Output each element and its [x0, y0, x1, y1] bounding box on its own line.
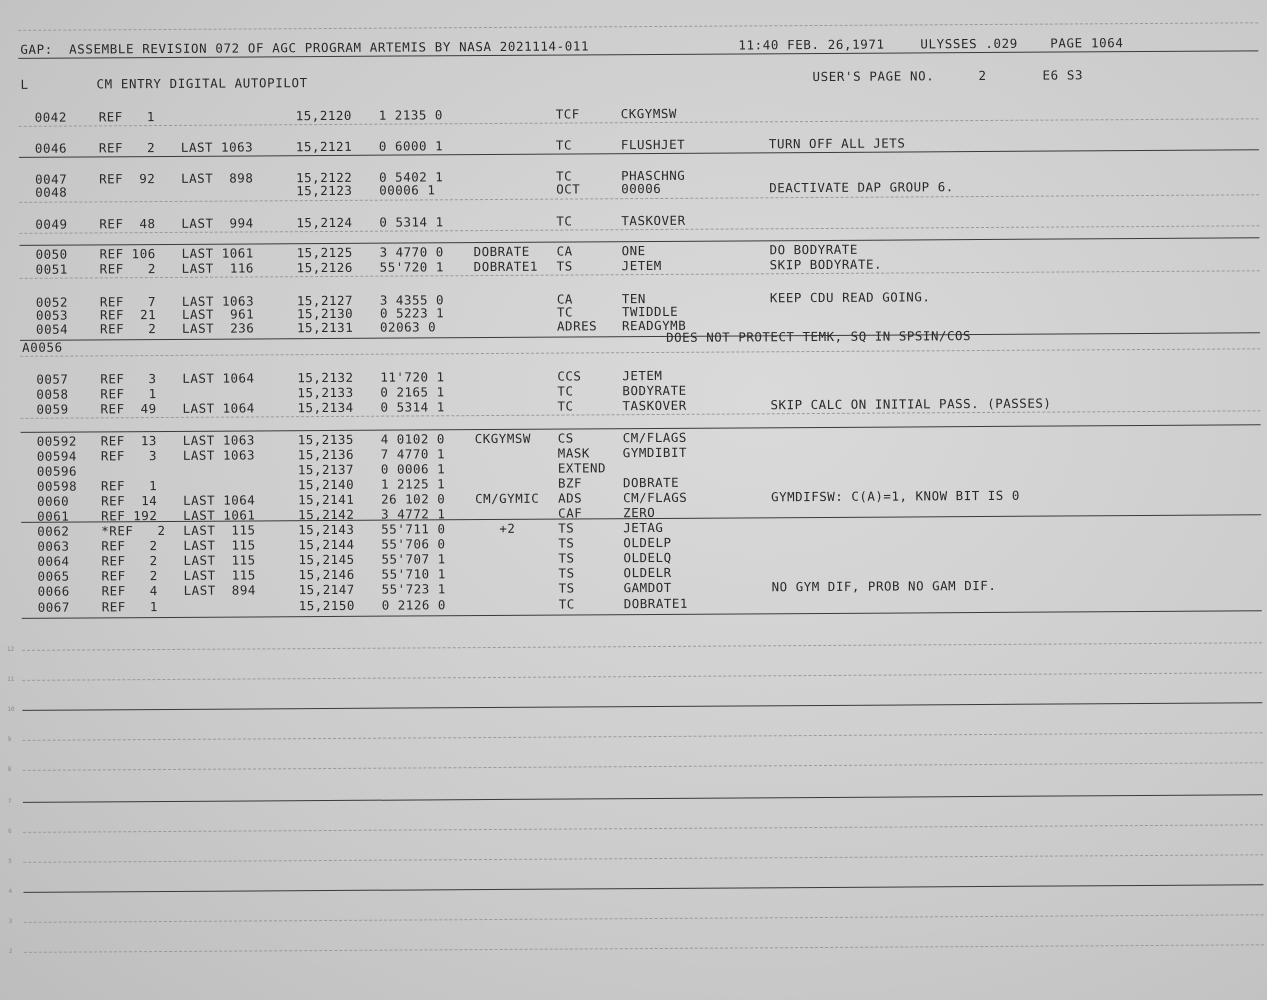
- cell-ref: REF 4: [101, 583, 158, 599]
- cell-comment: GYMDIFSW: C(A)=1, KNOW BIT IS 0: [771, 487, 1020, 505]
- cell-line: 0053: [35, 307, 69, 323]
- cell-operand: READGYMB: [621, 317, 687, 334]
- block-rule: [22, 610, 1262, 619]
- cell-op: TC: [556, 213, 573, 229]
- users-page-number: 2: [978, 67, 987, 84]
- cell-line: 0057: [36, 371, 69, 387]
- cell-comment: SKIP BODYRATE.: [769, 256, 883, 273]
- cell-ref: *REF 2: [101, 522, 166, 539]
- cell-addr: 15,2143: [298, 521, 355, 538]
- cell-operand: OLDELP: [623, 534, 672, 551]
- cell-addr: 15,2150: [298, 597, 355, 614]
- cell-line: 0062: [37, 523, 70, 539]
- cell-addr: 15,2146: [298, 566, 355, 583]
- cell-oct: 55'706 0: [381, 536, 446, 552]
- cell-last: LAST 1061: [181, 245, 254, 261]
- location: ULYSSES .029: [920, 35, 1018, 52]
- cell-operand: ZERO: [623, 505, 656, 521]
- cell-addr: 15,2144: [298, 536, 355, 553]
- margin-number: 11: [7, 675, 15, 683]
- cell-op: TCF: [555, 106, 580, 122]
- cell-last: LAST 115: [183, 537, 256, 553]
- cell-operand: PHASCHNG: [621, 167, 686, 184]
- comment-line-number: A0056: [22, 339, 63, 355]
- cell-addr: 15,2131: [296, 319, 354, 336]
- cell-ref: REF 3: [100, 371, 157, 387]
- cell-ref: REF 1: [101, 599, 158, 615]
- margin-number: 8: [7, 765, 12, 773]
- cell-ref: REF 13: [100, 433, 157, 449]
- cell-oct: 55'710 1: [381, 566, 446, 582]
- cell-addr: 15,2140: [297, 476, 355, 493]
- cell-ref: REF 1: [100, 478, 158, 494]
- cell-last: LAST 236: [181, 320, 255, 336]
- cell-oct: 7 4770 1: [380, 446, 446, 462]
- cell-comment: NO GYM DIF, PROB NO GAM DIF.: [771, 577, 997, 595]
- cell-op: TC: [555, 137, 573, 153]
- cell-oct: 26 102 0: [381, 491, 446, 507]
- cell-line: 0051: [35, 261, 68, 277]
- cell-oct: 00006 1: [379, 182, 436, 198]
- cell-oct: 55'720 1: [379, 259, 444, 275]
- cell-label: CM/GYMIC: [475, 490, 540, 507]
- margin-number: 4: [8, 887, 13, 895]
- form-rule: [23, 762, 1263, 771]
- cell-line: 0066: [37, 583, 70, 599]
- cell-ref: REF 2: [98, 140, 156, 156]
- form-rule: [22, 672, 1262, 681]
- cell-oct: 3 4770 0: [379, 244, 444, 260]
- cell-line: 00592: [36, 433, 77, 449]
- cell-last: LAST 1063: [182, 432, 255, 448]
- cell-last: LAST 1064: [182, 370, 255, 386]
- margin-number: 3: [8, 917, 13, 925]
- cell-addr: 15,2142: [298, 506, 355, 523]
- cell-op: CA: [556, 243, 573, 259]
- cell-line: 0046: [34, 140, 68, 156]
- cell-line: 00598: [36, 478, 78, 494]
- cell-last: LAST 994: [181, 215, 254, 231]
- cell-operand: OLDELR: [623, 564, 672, 581]
- cell-operand: JETAG: [623, 519, 664, 536]
- cell-last: LAST 1061: [183, 507, 256, 523]
- cell-addr: 15,2127: [296, 292, 354, 309]
- cell-operand: 00006: [621, 180, 662, 197]
- cell-op: TC: [556, 304, 574, 320]
- page-number: PAGE 1064: [1050, 35, 1124, 51]
- cell-label: DOBRATE: [473, 243, 530, 260]
- cell-last: LAST 115: [183, 567, 256, 583]
- cell-last: LAST 961: [181, 306, 255, 322]
- cell-label: DOBRATE1: [473, 258, 538, 275]
- cell-ref: REF 3: [100, 448, 158, 464]
- users-page-label: USER'S PAGE NO.: [812, 68, 935, 85]
- margin-number: 6: [8, 827, 12, 835]
- cell-operand: TASKOVER: [621, 212, 686, 229]
- cell-oct: 0 0006 1: [380, 461, 446, 477]
- section-title: CM ENTRY DIGITAL AUTOPILOT: [96, 75, 308, 92]
- form-rule: [23, 824, 1263, 833]
- cell-operand: FLUSHJET: [620, 136, 686, 153]
- timestamp: 11:40 FEB. 26,1971: [738, 36, 885, 53]
- cell-addr: 15,2147: [298, 581, 355, 598]
- form-rule: [23, 794, 1263, 803]
- cell-op: EXTEND: [557, 460, 607, 476]
- cell-oct: 0 2126 0: [381, 597, 446, 613]
- form-rule: [18, 22, 1258, 31]
- cell-line: 0048: [35, 184, 68, 200]
- cell-ref: REF 2: [99, 321, 157, 337]
- cell-ref: REF 1: [98, 109, 155, 125]
- form-rule: [22, 642, 1262, 651]
- cell-op: TC: [557, 383, 574, 399]
- cell-last: LAST 115: [183, 522, 256, 538]
- cell-op: TS: [556, 258, 573, 274]
- cell-op: OCT: [556, 181, 581, 197]
- cell-operand: OLDELQ: [623, 549, 672, 566]
- form-rule: [23, 854, 1263, 863]
- cell-last: LAST 1063: [180, 139, 254, 155]
- cell-addr: 15,2122: [296, 169, 353, 186]
- cell-addr: 15,2126: [296, 259, 353, 276]
- cell-operand: GYMDIBIT: [622, 444, 688, 461]
- cell-oct: 55'707 1: [381, 551, 446, 567]
- cell-line: 0058: [36, 386, 69, 402]
- cell-last: LAST 1063: [181, 293, 255, 309]
- cell-line: 0049: [35, 216, 68, 232]
- cell-addr: 15,2145: [298, 551, 355, 568]
- cell-oct: 0 2165 1: [380, 384, 445, 400]
- cell-addr: 15,2121: [295, 138, 353, 155]
- cell-comment: KEEP CDU READ GOING.: [769, 289, 931, 306]
- cell-oct: 3 4355 0: [379, 292, 445, 308]
- cell-operand: TASKOVER: [622, 397, 687, 414]
- cell-ref: REF 21: [99, 307, 157, 323]
- form-rule: [23, 884, 1263, 893]
- cell-operand: GAMDOT: [623, 579, 672, 596]
- form-rule: [23, 732, 1263, 741]
- cell-line: 0065: [37, 568, 70, 584]
- cell-op: TS: [558, 565, 575, 581]
- cell-ref: REF 14: [101, 493, 158, 509]
- cell-operand: BODYRATE: [622, 382, 687, 399]
- cell-oct: 02063 0: [379, 319, 437, 335]
- cell-operand: CM/FLAGS: [623, 489, 688, 506]
- cell-op: TC: [556, 168, 573, 184]
- cell-ref: REF 106: [99, 246, 156, 262]
- cell-line: 0054: [35, 321, 69, 337]
- form-rule: [22, 702, 1262, 711]
- cell-oct: 4 0102 0: [380, 431, 445, 447]
- cell-ref: REF 2: [101, 538, 158, 554]
- cell-operand: DOBRATE1: [623, 595, 688, 612]
- cell-line: 0064: [37, 553, 70, 569]
- cell-ref: REF 1: [100, 386, 157, 402]
- cell-op: CAF: [558, 505, 583, 521]
- section-marker: L: [20, 76, 29, 92]
- cell-line: 0061: [37, 508, 70, 524]
- cell-oct: 0 5314 1: [380, 399, 445, 415]
- cell-operand: ONE: [621, 243, 646, 259]
- margin-number: 2: [8, 947, 13, 955]
- cell-oct: 11'720 1: [380, 369, 445, 385]
- cell-addr: 15,2120: [295, 107, 352, 124]
- cell-last: LAST 898: [181, 170, 254, 186]
- cell-op: ADS: [558, 490, 583, 506]
- cell-ref: REF 2: [99, 261, 156, 277]
- cell-oct: 0 5223 1: [379, 305, 445, 321]
- cell-addr: 15,2137: [297, 461, 355, 478]
- cell-last: LAST 1064: [183, 492, 256, 508]
- cell-addr: 15,2134: [297, 399, 354, 416]
- cell-comment: DO BODYRATE: [769, 241, 858, 258]
- cell-oct: 1 2125 1: [380, 476, 446, 492]
- cell-comment: DEACTIVATE DAP GROUP 6.: [769, 179, 954, 196]
- cell-operand: JETEM: [622, 367, 663, 384]
- form-rule: [20, 348, 1260, 357]
- cell-op: MASK: [557, 445, 590, 461]
- cell-operand: JETEM: [621, 257, 662, 274]
- cell-label: +2: [475, 520, 516, 537]
- cell-addr: 15,2136: [297, 446, 355, 463]
- title-line: GAP: ASSEMBLE REVISION 072 OF AGC PROGRAM ARTEMIS BY NASA 2021114-011: [20, 38, 590, 57]
- cell-line: 0052: [35, 294, 69, 310]
- cell-ref: REF 7: [99, 294, 157, 310]
- cell-line: 0060: [37, 493, 70, 509]
- code-ref: E6 S3: [1042, 67, 1084, 83]
- cell-oct: 55'711 0: [381, 521, 446, 537]
- cell-op: ADRES: [556, 318, 598, 334]
- cell-line: 0047: [35, 171, 68, 187]
- cell-label: CKGYMSW: [474, 430, 531, 447]
- margin-number: 12: [6, 645, 15, 653]
- cell-addr: 15,2123: [296, 182, 353, 199]
- cell-last: LAST 115: [183, 552, 256, 568]
- cell-ref: REF 92: [99, 171, 156, 187]
- margin-number: 5: [8, 857, 12, 865]
- cell-op: TS: [558, 535, 575, 551]
- cell-last: LAST 1064: [182, 400, 255, 416]
- cell-last: LAST 1063: [182, 447, 256, 463]
- form-rule: [24, 914, 1264, 923]
- cell-addr: 15,2141: [298, 491, 355, 508]
- cell-operand: CKGYMSW: [620, 105, 677, 122]
- cell-ref: REF 2: [101, 568, 158, 584]
- cell-op: TS: [558, 580, 575, 596]
- cell-addr: 15,2124: [296, 214, 353, 231]
- cell-ref: REF 49: [100, 401, 157, 417]
- cell-line: 0067: [37, 599, 70, 615]
- cell-line: 00594: [36, 448, 77, 464]
- cell-op: CCS: [557, 368, 582, 384]
- cell-line: 0042: [34, 109, 67, 125]
- cell-oct: 3 4772 1: [381, 506, 446, 522]
- margin-number: 10: [7, 705, 15, 713]
- cell-addr: 15,2125: [296, 244, 353, 261]
- cell-op: TC: [558, 596, 575, 612]
- cell-addr: 15,2130: [296, 305, 354, 322]
- margin-number: 7: [7, 797, 12, 805]
- cell-line: 0063: [37, 538, 70, 554]
- cell-addr: 15,2133: [297, 384, 354, 401]
- cell-comment: SKIP CALC ON INITIAL PASS. (PASSES): [770, 395, 1052, 413]
- cell-op: CA: [556, 291, 573, 307]
- cell-operand: TWIDDLE: [621, 303, 679, 320]
- cell-last: LAST 894: [183, 582, 256, 598]
- cell-op: TS: [558, 550, 575, 566]
- cell-line: 00596: [36, 463, 78, 479]
- cell-op: TS: [558, 520, 575, 536]
- margin-number: 9: [7, 735, 12, 743]
- cell-oct: 1 2135 0: [378, 107, 443, 123]
- form-rule: [24, 944, 1264, 953]
- cell-ref: REF 192: [101, 508, 158, 524]
- cell-addr: 15,2135: [297, 431, 354, 448]
- cell-oct: 0 5402 1: [379, 169, 444, 185]
- comment-line-text: DOES NOT PROTECT TEMK, SQ IN SPSIN/COS: [666, 328, 972, 345]
- cell-operand: TEN: [621, 291, 646, 307]
- cell-oct: 0 6000 1: [378, 138, 444, 154]
- cell-line: 0050: [35, 246, 68, 262]
- cell-oct: 55'723 1: [381, 581, 446, 597]
- cell-addr: 15,2132: [297, 369, 354, 386]
- cell-operand: DOBRATE: [622, 474, 680, 491]
- cell-comment: TURN OFF ALL JETS: [768, 135, 906, 152]
- cell-line: 0059: [36, 401, 69, 417]
- cell-ref: REF 48: [99, 216, 156, 232]
- cell-op: TC: [557, 398, 574, 414]
- cell-op: CS: [557, 430, 574, 446]
- cell-oct: 0 5314 1: [379, 214, 444, 230]
- cell-op: BZF: [557, 475, 583, 491]
- cell-ref: REF 2: [101, 553, 158, 569]
- cell-last: LAST 116: [181, 260, 254, 276]
- cell-operand: CM/FLAGS: [622, 429, 687, 446]
